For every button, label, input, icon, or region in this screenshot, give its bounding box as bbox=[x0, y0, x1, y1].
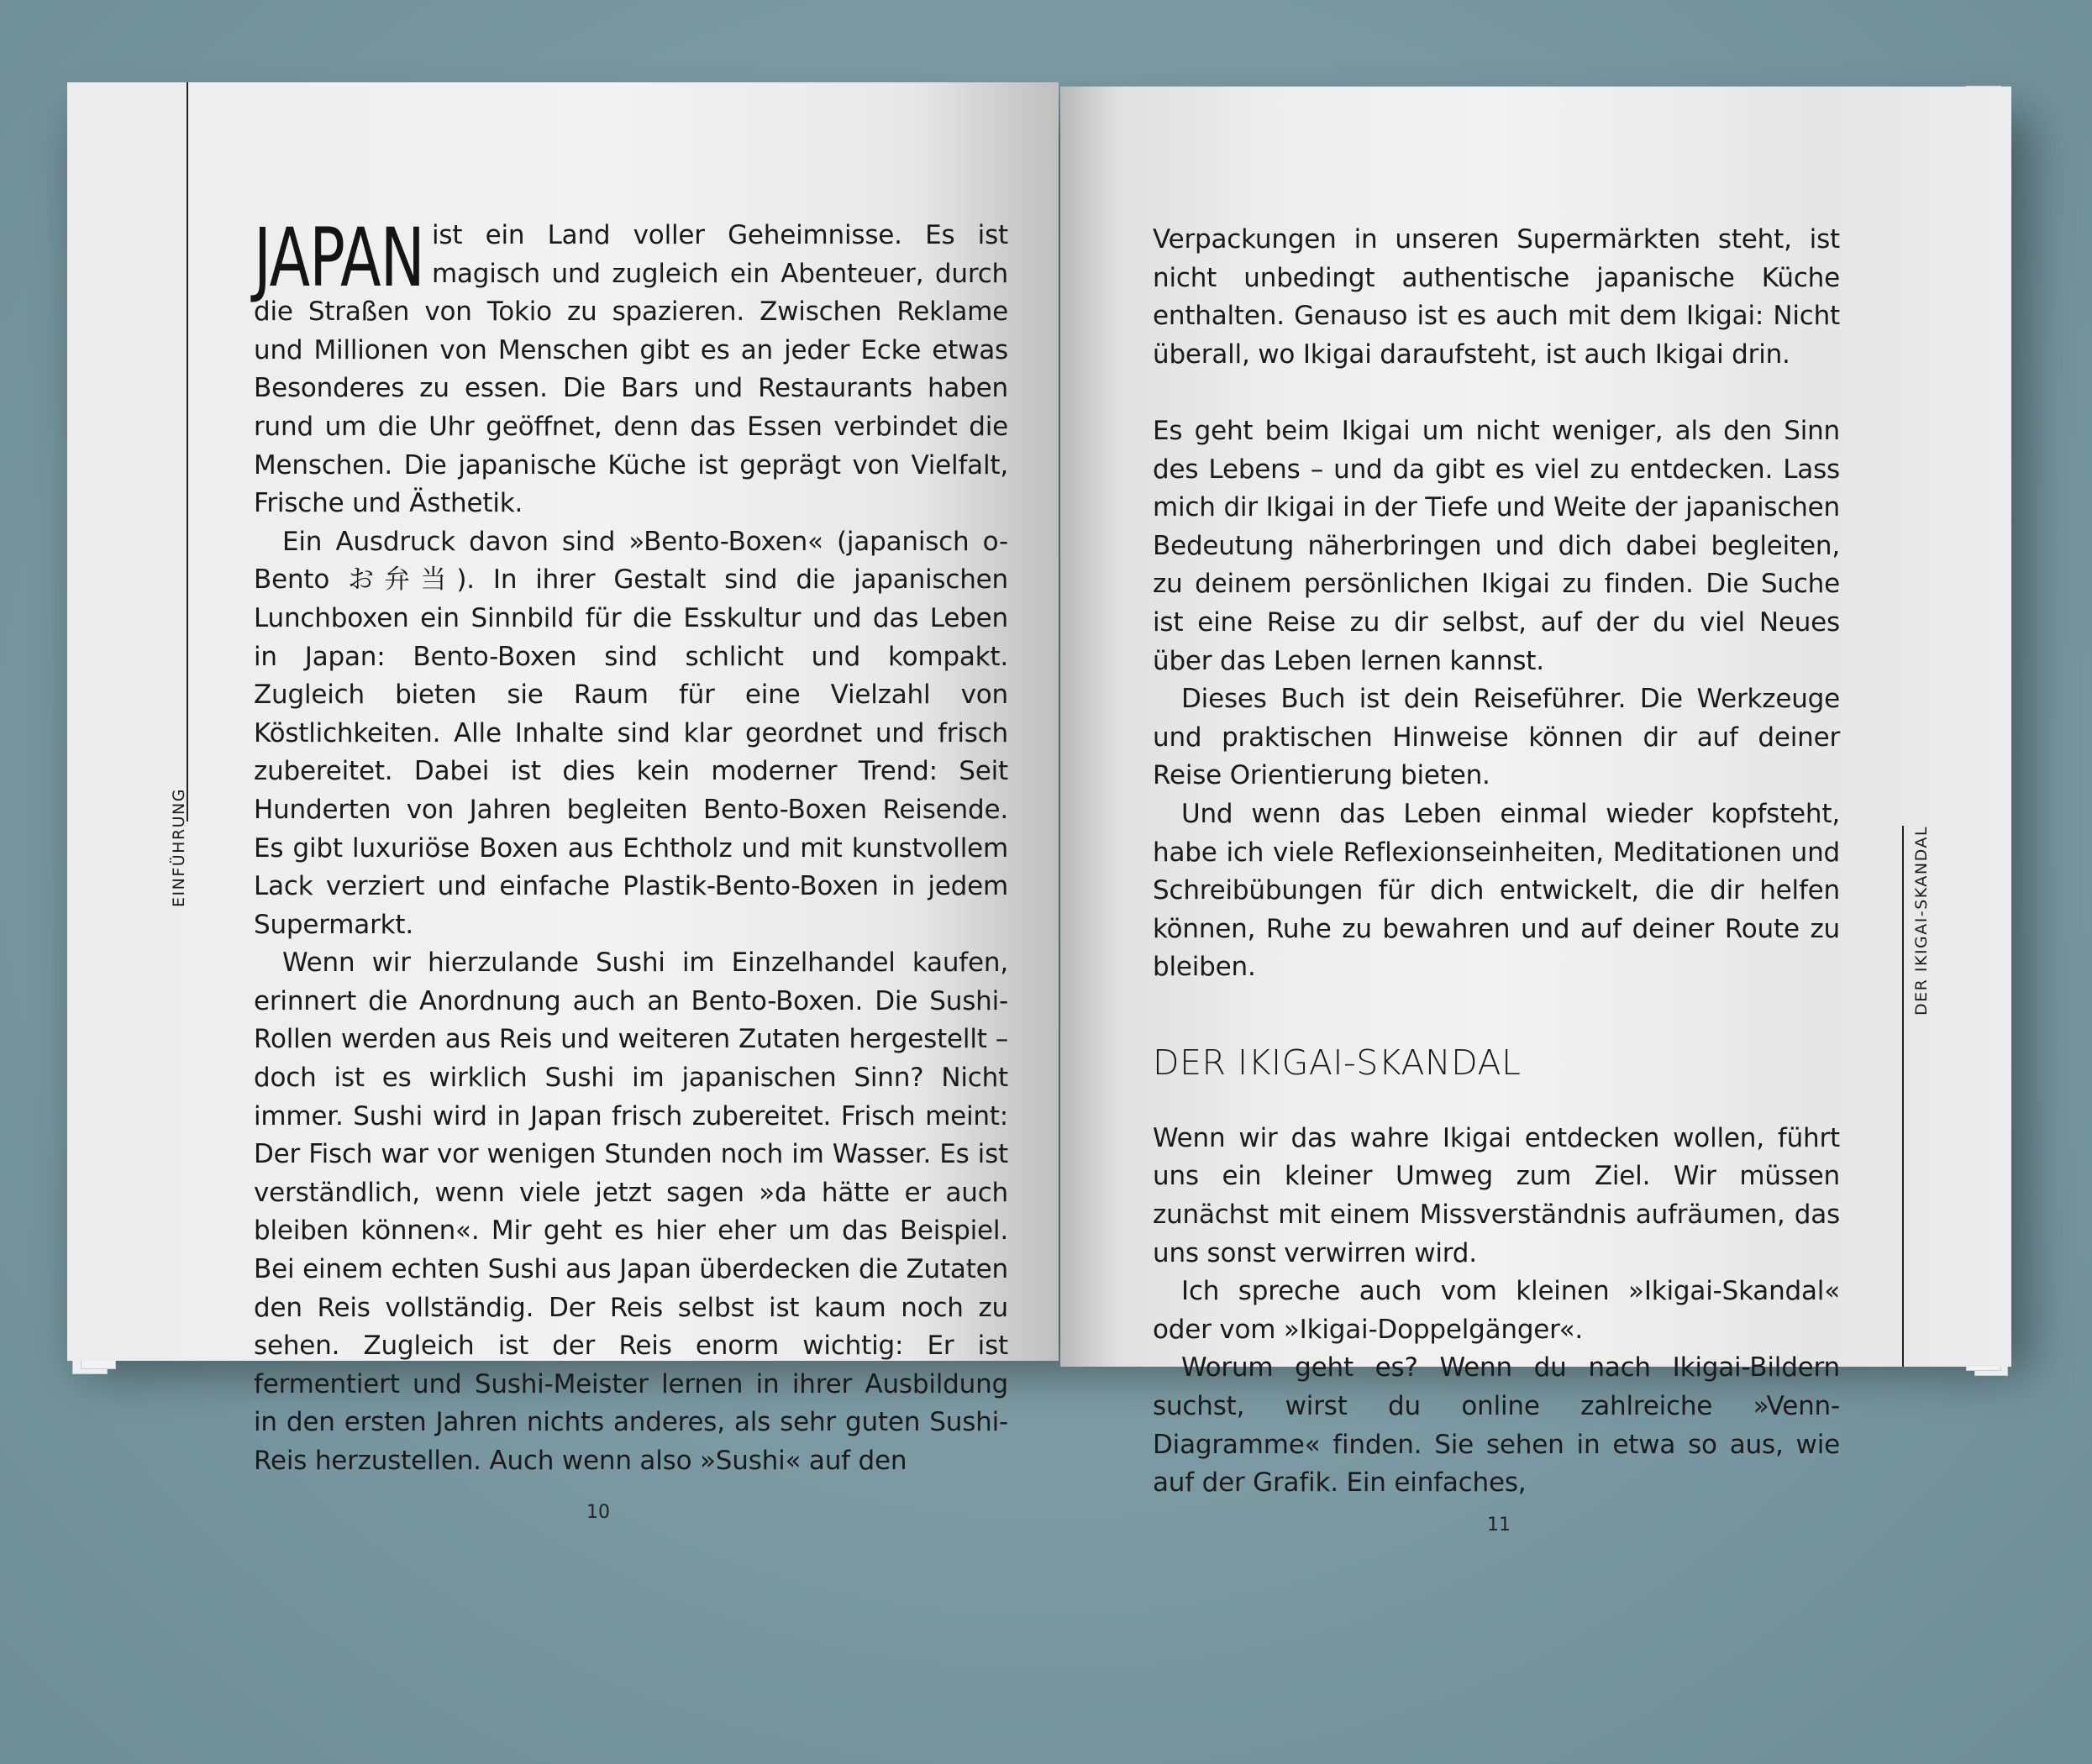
paragraph: Ich spreche auch vom kleinen »Ikigai-Skandal« oder vom »Ikigai-Doppelgänger«. bbox=[1153, 1276, 1840, 1345]
paragraph: Wenn wir hierzulande Sushi im Einzelhandel kaufen, erinnert die Anordnung auch an Bento-Boxen. Die Sushi-Rollen werden aus Reis und weiteren Zutaten hergestellt – doch ist es wirklich Sushi im japanischen Sinn? Nicht immer. Sushi wird in Japan frisch zubereitet. Frisch meint: Der Fisch war vor wenigen Stunden noch im Wasser. Es ist verständlich, wenn viele jetzt sagen »da hätte er auch bleiben können«. Mir geht es hier eher um das Beispiel. Bei einem echten Sushi aus Japan überdecken die Zutaten den Reis vollständig. Der Reis selbst ist kaum noch zu sehen. Zugleich ist der Reis enorm wichtig: Er ist fermentiert und Sushi-Meister lernen in ihrer Ausbildung in den ersten Jahren nichts anderes, als sehr guten Sushi-Reis herzustellen. Auch wenn also »Sushi« auf den bbox=[254, 948, 1008, 1476]
right-page bbox=[1060, 87, 2011, 1536]
left-page-body bbox=[254, 211, 1008, 1481]
left-page bbox=[67, 82, 1059, 1523]
paragraph: ist ein Land voller Geheimnisse. Es ist magisch und zugleich ein Abenteuer, durch die Straßen von Tokio zu spazieren. Zwischen Reklame und Millionen von Menschen gibt es an jeder Ecke etwas Besonderes zu essen. Die Bars und Restaurants haben rund um die Uhr geöffnet, denn das Essen verbindet die Menschen. Die japanische Küche ist geprägt von Vielfalt, Frische und Ästhetik. bbox=[254, 220, 1008, 519]
paragraph: Wenn wir das wahre Ikigai entdecken wollen, führt uns ein kleiner Umweg zum Ziel. Wir müssen zunächst mit einem Missverständnis aufräumen, das uns sonst verwirren wird. bbox=[1153, 1122, 1840, 1268]
page-number-right: 11 bbox=[1487, 1515, 1511, 1536]
left-page-side-label: EINFÜHRUNG bbox=[170, 788, 188, 907]
right-page-body bbox=[1153, 221, 1840, 1503]
dropcap-title: JAPAN bbox=[254, 211, 424, 305]
page-number-left: 10 bbox=[586, 1502, 610, 1523]
left-page-rule bbox=[187, 82, 188, 822]
paragraph: Dieses Buch ist dein Reiseführer. Die Werkzeuge und praktischen Hinweise können dir auf deiner Reise Orientierung bieten. bbox=[1153, 684, 1840, 791]
paragraph: Ein Ausdruck davon sind »Bento-Boxen« (japanisch o-Bento お弁当). In ihrer Gestalt sind die japanischen Lunchboxen ein Sinnbild für die Esskultur und das Leben in Japan: Bento-Boxen sind schlicht und kompakt. Zugleich bieten sie Raum für eine Vielzahl von Köstlichkeiten. Alle Inhalte sind klar geordnet und frisch zubereitet. Dabei ist dies kein moderner Trend: Seit Hunderten von Jahren begleiten Bento-Boxen Reisende. Es gibt luxuriöse Boxen aus Echtholz und mit kunstvollem Lack verziert und einfache Plastik-Bento-Boxen in jedem Supermarkt. bbox=[254, 526, 1008, 940]
right-page-rule bbox=[1902, 826, 1904, 1367]
paragraph: Verpackungen in unseren Supermärkten steht, ist nicht unbedingt authentische japanische Küche enthalten. Genauso ist es auch mit dem Ikigai: Nicht überall, wo Ikigai daraufsteht, ist auch Ikigai drin. bbox=[1153, 224, 1840, 370]
paragraph: Worum geht es? Wenn du nach Ikigai-Bildern suchst, wirst du online zahlreiche »Venn-Diagramme« finden. Sie sehen in etwa so aus, wie auf der Grafik. Ein einfaches, bbox=[1153, 1352, 1840, 1499]
paragraph: Es geht beim Ikigai um nicht weniger, als den Sinn des Lebens – und da gibt es viel zu entdecken. Lass mich dir Ikigai in der Tiefe und Weite der japanischen Bedeutung näherbringen und dich dabei begleiten, zu deinem persönlichen Ikigai zu finden. Die Suche ist eine Reise zu dir selbst, auf der du viel Neues über das Leben lernen kannst. bbox=[1153, 415, 1840, 676]
paragraph: Und wenn das Leben einmal wieder kopfsteht, habe ich viele Reflexionseinheiten, Meditationen und Schreibübungen für dich entwickelt, die dir helfen können, Ruhe zu bewahren und auf deiner Route zu bleiben. bbox=[1153, 798, 1840, 983]
right-page-side-label: DER IKIGAI-SKANDAL bbox=[1912, 826, 1931, 1016]
section-heading: DER IKIGAI-SKANDAL bbox=[1153, 1042, 1522, 1083]
